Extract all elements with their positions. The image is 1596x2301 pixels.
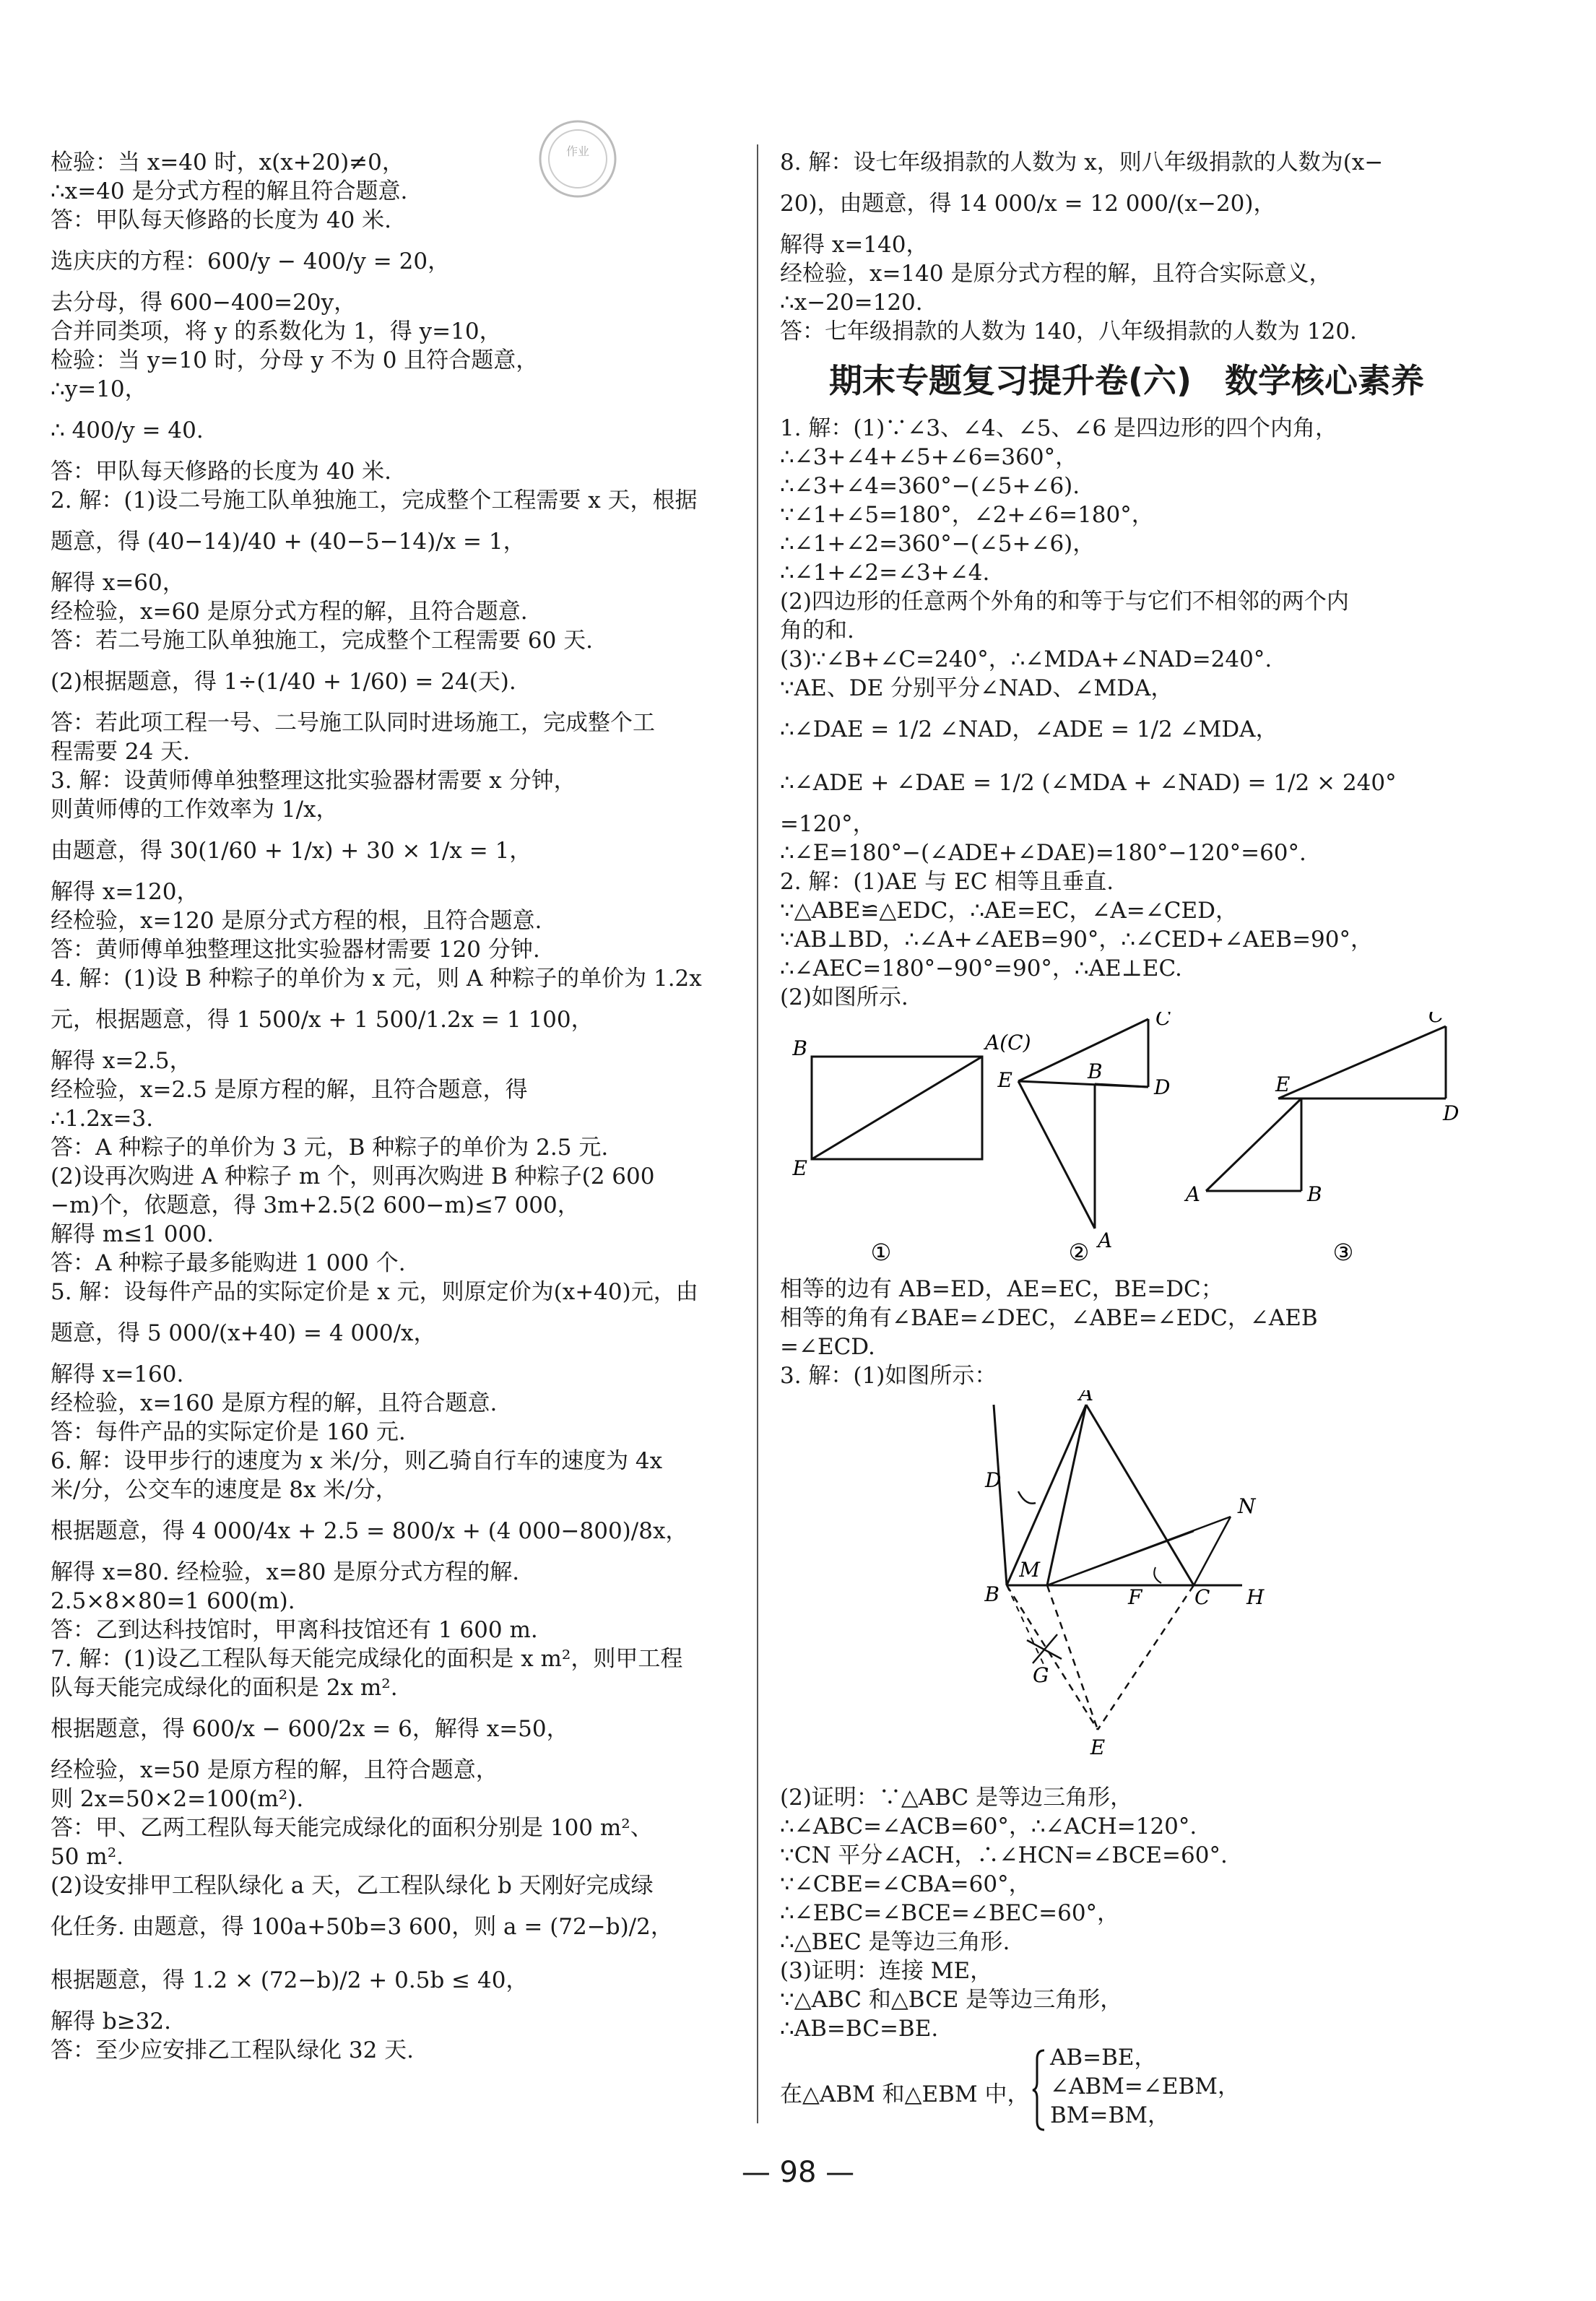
label-q3-f: F xyxy=(1128,1585,1142,1609)
right-column-q1-line: ∴∠ADE + ∠DAE = 1/2 (∠MDA + ∠NAD) = 1/2 × 240° xyxy=(780,770,1397,796)
label-f2-d: D xyxy=(1154,1075,1171,1099)
left-column-line: 化任务. 由题意，得 100a+50b=3 600，则 a = (72−b)/2， xyxy=(51,1914,673,1940)
right-column-q1-line: ∵∠1+∠5=180°，∠2+∠6=180°， xyxy=(780,502,1154,528)
label-f2-e: E xyxy=(997,1068,1012,1092)
answer-2-continued xyxy=(780,1275,1473,1390)
right-column-q1-line: 1. 解：(1)∵∠3、∠4、∠5、∠6 是四边形的四个内角， xyxy=(780,415,1337,441)
left-column-line: 解得 b≥32. xyxy=(51,2008,171,2034)
right-column-q3-line: ∴∠EBC=∠BCE=∠BEC=60°， xyxy=(780,1900,1120,1926)
left-column-line: 经检验，x=120 是原分式方程的根，且符合题意. xyxy=(51,908,542,934)
left-column-line: 根据题意，得 4 000/4x + 2.5 = 800/x + (4 000−800)/8x， xyxy=(51,1518,688,1544)
right-column-q3-line: ∵∠CBE=∠CBA=60°， xyxy=(780,1871,1031,1897)
section-title: 期末专题复习提升卷(六) 数学核心素养 xyxy=(828,361,1425,400)
left-column-line: 答：甲队每天修路的长度为 40 米. xyxy=(51,459,392,485)
right-column-q2b-line: 相等的角有∠BAE=∠DEC，∠ABE=∠EDC，∠AEB xyxy=(780,1305,1318,1331)
right-column-q3-line: (3)证明：连接 ME， xyxy=(780,1958,993,1984)
right-column-q2-line: ∴∠AEC=180°−90°=90°，∴AE⊥EC. xyxy=(780,956,1182,982)
answer-3 xyxy=(780,1783,1473,2043)
left-column-line: (2)根据题意，得 1÷(1/40 + 1/60) = 24(天). xyxy=(51,669,516,695)
left-column-line: 米/分，公交车的速度是 8x 米/分， xyxy=(51,1477,398,1503)
right-column-q1-line: 角的和. xyxy=(780,618,854,644)
figure-q3 xyxy=(780,1390,1473,1780)
left-column-line: 答：甲、乙两工程队每天能完成绿化的面积分别是 100 m²、 xyxy=(51,1815,653,1841)
label-f3-b: B xyxy=(1307,1182,1322,1206)
equation-system xyxy=(780,2043,1473,2137)
label-rect-b: B xyxy=(792,1036,807,1060)
answer-8 xyxy=(780,148,1473,346)
label-f2-a: A xyxy=(1098,1228,1113,1252)
left-column-line: ∴1.2x=3. xyxy=(51,1106,154,1132)
left-column-line: 解得 x=2.5， xyxy=(51,1048,192,1074)
right-column-q3-line: ∴∠ABC=∠ACB=60°，∴∠ACH=120°. xyxy=(780,1814,1197,1840)
label-f3-c: C xyxy=(1428,1012,1444,1027)
label-f3-a: A xyxy=(1185,1182,1200,1206)
left-column-line: 解得 x=160. xyxy=(51,1361,184,1387)
left-column-line: 选庆庆的方程：600/y − 400/y = 20， xyxy=(51,248,451,274)
left-column xyxy=(51,148,744,2065)
left-column-line: 答：A 种粽子最多能购进 1 000 个. xyxy=(51,1250,406,1276)
left-column-line: 元，根据题意，得 1 500/x + 1 500/1.2x = 1 100， xyxy=(51,1007,594,1033)
label-q3-b: B xyxy=(984,1582,999,1606)
left-column-line: 答：每件产品的实际定价是 160 元. xyxy=(51,1419,406,1445)
right-column-q2b-line: =∠ECD. xyxy=(780,1334,875,1360)
label-f2-b: B xyxy=(1088,1060,1103,1083)
right-column-q1-line: ∴∠1+∠2=360°−(∠5+∠6)， xyxy=(780,531,1096,557)
left-column-line: 4. 解：(1)设 B 种粽子的单价为 x 元，则 A 种粽子的单价为 1.2x xyxy=(51,966,702,992)
left-column-line: 经检验，x=160 是原方程的解，且符合题意. xyxy=(51,1390,498,1416)
right-column-q1-line: ∴∠3+∠4+∠5+∠6=360°， xyxy=(780,444,1078,470)
right-column-q1-line: (3)∵∠B+∠C=240°，∴∠MDA+∠NAD=240°. xyxy=(780,646,1272,672)
left-column-line: 题意，得 5 000/(x+40) = 4 000/x， xyxy=(51,1320,436,1346)
left-column-line: ∴y=10， xyxy=(51,376,147,402)
left-column-line: 解得 x=60， xyxy=(51,570,185,596)
right-column-q2b-line: 3. 解：(1)如图所示： xyxy=(780,1363,997,1389)
system-line-1: AB=BE， xyxy=(1050,2045,1157,2071)
left-column-line: ∴x=40 是分式方程的解且符合题意. xyxy=(51,178,408,204)
right-column-top-line: 解得 x=140， xyxy=(780,232,929,258)
left-column-line: 根据题意，得 600/x − 600/2x = 6，解得 x=50， xyxy=(51,1716,569,1742)
left-column-line: 经检验，x=2.5 是原方程的解，且符合题意，得 xyxy=(51,1077,528,1103)
right-column-q3-line: (2)证明：∵△ABC 是等边三角形， xyxy=(780,1785,1133,1811)
right-column-q1-line: =120°， xyxy=(780,811,875,837)
left-column-line: (2)设安排甲工程队绿化 a 天，乙工程队绿化 b 天刚好完成绿 xyxy=(51,1873,654,1899)
figure-q2 xyxy=(780,1012,1473,1272)
label-q3-c: C xyxy=(1194,1585,1210,1609)
left-column-line: 答：至少应安排乙工程队绿化 32 天. xyxy=(51,2037,415,2063)
label-rect-ac: A(C) xyxy=(985,1031,1031,1054)
left-column-line: ∴ 400/y = 40. xyxy=(51,417,204,443)
system-intro: 在△ABM 和△EBM 中， xyxy=(780,2081,1030,2107)
left-column-line: 解得 x=80. 经检验，x=80 是原分式方程的解. xyxy=(51,1559,520,1585)
right-column-top-line: ∴x−20=120. xyxy=(780,290,923,316)
label-q3-n: N xyxy=(1238,1494,1256,1518)
label-circ-3: ③ xyxy=(1332,1239,1354,1266)
label-rect-e: E xyxy=(792,1156,807,1180)
page-number: — 98 — xyxy=(741,2156,855,2189)
left-column-line: 经检验，x=50 是原方程的解，且符合题意， xyxy=(51,1757,498,1783)
right-column-top-line: 经检验，x=140 是原分式方程的解，且符合实际意义， xyxy=(780,261,1332,287)
left-column-line: 合并同类项，将 y 的系数化为 1，得 y=10， xyxy=(51,318,502,344)
left-column-line: 解得 m≤1 000. xyxy=(51,1221,214,1247)
right-column-q1-line: (2)四边形的任意两个外角的和等于与它们不相邻的两个内 xyxy=(780,589,1349,615)
left-column-line: 题意，得 (40−14)/40 + (40−5−14)/x = 1， xyxy=(51,529,526,555)
label-f3-d: D xyxy=(1443,1101,1460,1125)
left-column-line: 答：黄师傅单独整理这批实验器材需要 120 分钟. xyxy=(51,937,540,963)
answer-2 xyxy=(780,867,1473,1012)
column-divider xyxy=(757,144,758,2123)
answer-1 xyxy=(780,414,1473,867)
left-column-line: 队每天能完成绿化的面积是 2x m². xyxy=(51,1675,398,1701)
label-q3-e: E xyxy=(1090,1736,1106,1759)
right-column-q2-line: ∵AB⊥BD，∴∠A+∠AEB=90°，∴∠CED+∠AEB=90°， xyxy=(780,927,1374,953)
right-column-q3-line: ∴△BEC 是等边三角形. xyxy=(780,1929,1010,1955)
left-column-line: 由题意，得 30(1/60 + 1/x) + 30 × 1/x = 1， xyxy=(51,838,532,864)
right-column xyxy=(780,148,1473,2137)
left-column-line: 则 2x=50×2=100(m²). xyxy=(51,1786,304,1812)
left-column-line: 检验：当 y=10 时，分母 y 不为 0 且符合题意， xyxy=(51,347,539,373)
label-q3-h: H xyxy=(1246,1585,1265,1609)
left-column-line: 答：若此项工程一号、二号施工队同时进场施工，完成整个工 xyxy=(51,710,655,736)
left-column-line: 2. 解：(1)设二号施工队单独施工，完成整个工程需要 x 天，根据 xyxy=(51,488,698,514)
right-column-top-line: 答：七年级捐款的人数为 140，八年级捐款的人数为 120. xyxy=(780,318,1357,344)
right-column-q1-line: ∴∠E=180°−(∠ADE+∠DAE)=180°−120°=60°. xyxy=(780,840,1306,866)
stamp-text: 作业 xyxy=(565,144,590,158)
left-column-line: 去分母，得 600−400=20y， xyxy=(51,290,357,316)
right-column-q1-line: ∴∠3+∠4=360°−(∠5+∠6). xyxy=(780,473,1080,499)
left-column-line: 答：乙到达科技馆时，甲离科技馆还有 1 600 m. xyxy=(51,1617,538,1643)
left-brace-icon xyxy=(1031,2048,1047,2133)
left-column-line: 6. 解：设甲步行的速度为 x 米/分，则乙骑自行车的速度为 4x xyxy=(51,1448,663,1474)
label-f3-e: E xyxy=(1275,1072,1291,1096)
left-column-line: 解得 x=120， xyxy=(51,879,199,905)
label-q3-g: G xyxy=(1033,1663,1049,1687)
left-column-line: 经检验，x=60 是原分式方程的解，且符合题意. xyxy=(51,599,528,625)
label-q3-d: D xyxy=(985,1468,1002,1492)
system-line-3: BM=BM， xyxy=(1050,2102,1171,2128)
label-q3-a: A xyxy=(1078,1390,1094,1405)
right-column-q3-line: ∵CN 平分∠ACH，∴∠HCN=∠BCE=60°. xyxy=(780,1842,1228,1868)
left-column-line: −m)个，依题意，得 3m+2.5(2 600−m)≤7 000， xyxy=(51,1192,580,1218)
left-column-line: (2)设再次购进 A 种粽子 m 个，则再次购进 B 种粽子(2 600 xyxy=(51,1164,655,1190)
label-f2-c: C xyxy=(1155,1012,1171,1030)
figure-3 xyxy=(1184,1012,1460,1266)
system-line-2: ∠ABM=∠EBM， xyxy=(1050,2074,1240,2100)
right-column-q2-line: 2. 解：(1)AE 与 EC 相等且垂直. xyxy=(780,869,1114,895)
left-column-line: 答：若二号施工队单独施工，完成整个工程需要 60 天. xyxy=(51,628,594,654)
left-column-line: 2.5×8×80=1 600(m). xyxy=(51,1588,295,1614)
right-column-q3-line: ∴AB=BC=BE. xyxy=(780,2016,939,2042)
right-column-q1-line: ∵AE、DE 分别平分∠NAD、∠MDA， xyxy=(780,675,1174,701)
left-column-line: 答：甲队每天修路的长度为 40 米. xyxy=(51,207,392,233)
left-column-line: 检验：当 x=40 时，x(x+20)≠0， xyxy=(51,150,404,176)
figure-1 xyxy=(792,1031,1031,1266)
left-column-line: 答：A 种粽子的单价为 3 元，B 种粽子的单价为 2.5 元. xyxy=(51,1135,609,1161)
right-column-q2b-line: 相等的边有 AB=ED，AE=EC，BE=DC； xyxy=(780,1276,1223,1302)
left-column-line: 50 m². xyxy=(51,1844,123,1870)
left-column-line: 程需要 24 天. xyxy=(51,739,191,765)
right-column-q1-line: ∴∠1+∠2=∠3+∠4. xyxy=(780,560,990,586)
left-column-line: 7. 解：(1)设乙工程队每天能完成绿化的面积是 x m²，则甲工程 xyxy=(51,1646,683,1672)
left-column-line: 5. 解：设每件产品的实际定价是 x 元，则原定价为(x+40)元，由 xyxy=(51,1279,698,1305)
right-column-top-line: 20)，由题意，得 14 000/x = 12 000/(x−20)， xyxy=(780,191,1276,217)
right-column-q1-line: ∴∠DAE = 1/2 ∠NAD，∠ADE = 1/2 ∠MDA， xyxy=(780,716,1278,742)
right-column-q2-line: ∵△ABE≌△EDC，∴AE=EC，∠A=∠CED， xyxy=(780,898,1238,924)
left-column-line: 3. 解：设黄师傅单独整理这批实验器材需要 x 分钟， xyxy=(51,768,576,794)
left-column-line: 则黄师傅的工作效率为 1/x， xyxy=(51,797,339,823)
right-column-q3-line: ∵△ABC 和△BCE 是等边三角形， xyxy=(780,1987,1123,2013)
right-column-q2-line: (2)如图所示. xyxy=(780,984,908,1010)
label-circ-2: ② xyxy=(1068,1239,1090,1266)
right-column-top-line: 8. 解：设七年级捐款的人数为 x，则八年级捐款的人数为(x− xyxy=(780,150,1384,176)
left-column-line: 根据题意，得 1.2 × (72−b)/2 + 0.5b ≤ 40， xyxy=(51,1967,529,1993)
label-circ-1: ① xyxy=(870,1239,892,1266)
label-q3-m: M xyxy=(1019,1558,1040,1582)
